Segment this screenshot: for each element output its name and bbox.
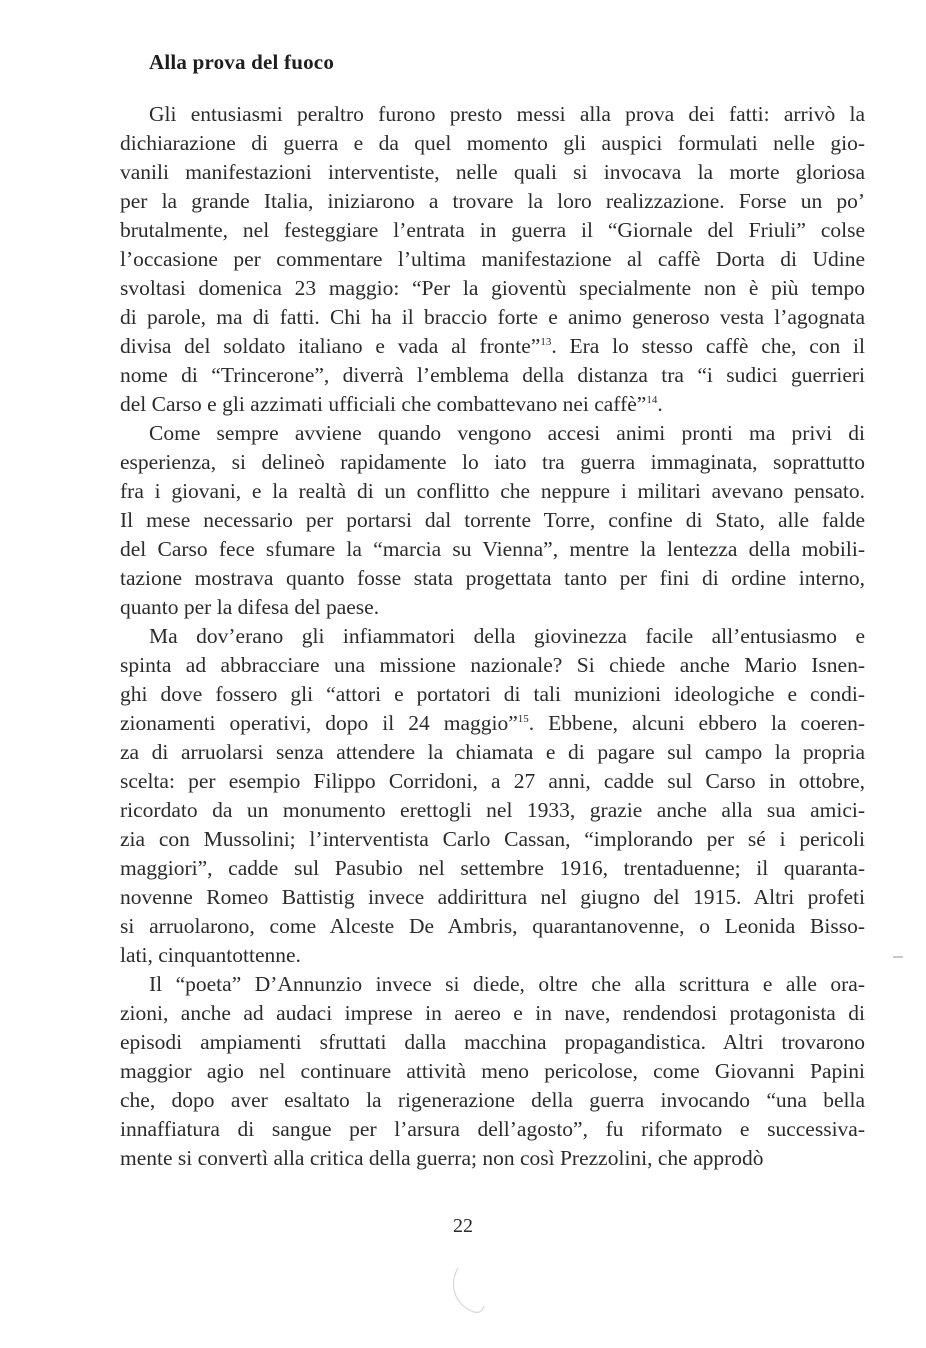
line-text: vanili manifestazioni interventiste, nelle quali si invocava la morte gloriosa [120, 160, 865, 184]
text-line [120, 274, 865, 303]
line-text: fra i giovani, e la realtà di un conflitto che neppure i militari avevano pensato. [120, 479, 865, 503]
footnote-ref: 13 [540, 335, 552, 348]
text-line [120, 332, 865, 361]
text-line [120, 825, 865, 854]
text-line [120, 738, 865, 767]
line-text: maggior agio nel continuare attività meno pericolose, come Giovanni Papini [120, 1059, 865, 1083]
line-text: zionamenti operativi, dopo il 24 maggio” [120, 711, 518, 735]
text-line [120, 216, 865, 245]
body-text [120, 100, 865, 1173]
line-text: nome di “Trincerone”, diverrà l’emblema della distanza tra “i sudici guerrieri [120, 363, 865, 387]
text-line [120, 854, 865, 883]
text-line [120, 361, 865, 390]
text-line [120, 245, 865, 274]
text-line [120, 100, 865, 129]
scan-artifact-mark [448, 1262, 488, 1322]
line-text: Il “poeta” D’Annunzio invece si diede, oltre che alla scrittura e alle ora- [149, 972, 865, 996]
text-line [120, 506, 865, 535]
line-text: lati, cinquantottenne. [120, 943, 301, 967]
line-text: divisa del soldato italiano e vada al fronte” [120, 334, 541, 358]
line-text: dichiarazione di guerra e da quel momento gli auspici formulati nelle gio- [120, 131, 865, 155]
text-line [120, 1057, 865, 1086]
text-line [120, 999, 865, 1028]
line-text: ricordato da un monumento erettogli nel 1933, grazie anche alla sua amici- [120, 798, 865, 822]
line-text-continued: . [657, 392, 663, 416]
text-line [120, 622, 865, 651]
text-line [120, 767, 865, 796]
section-heading: Alla prova del fuoco [149, 50, 335, 74]
text-line [120, 1144, 865, 1173]
line-text: mente si convertì alla critica della guerra; non così Prezzolini, che approdò [120, 1146, 764, 1170]
text-line [120, 477, 865, 506]
text-line [120, 680, 865, 709]
line-text-continued: . Ebbene, alcuni ebbero la coeren- [528, 711, 865, 735]
text-line [120, 535, 865, 564]
line-text: scelta: per esempio Filippo Corridoni, a 27 anni, cadde sul Carso in ottobre, [120, 769, 865, 793]
text-line [120, 129, 865, 158]
text-line [120, 419, 865, 448]
text-line [120, 564, 865, 593]
text-line [120, 883, 865, 912]
line-text: brutalmente, nel festeggiare l’entrata in guerra il “Giornale del Friuli” colse [120, 218, 865, 242]
line-text: za di arruolarsi senza attendere la chiamata e di pagare sul campo la propria [120, 740, 865, 764]
line-text: zioni, anche ad audaci imprese in aereo e in nave, rendendosi protagonista di [120, 1001, 865, 1025]
text-line [120, 651, 865, 680]
text-line [120, 1028, 865, 1057]
line-text: per la grande Italia, iniziarono a trovare la loro realizzazione. Forse un po’ [120, 189, 865, 213]
line-text: esperienza, si delineò rapidamente lo iato tra guerra immaginata, soprattutto [120, 450, 865, 474]
text-line [120, 187, 865, 216]
line-text: Gli entusiasmi peraltro furono presto messi alla prova dei fatti: arrivò la [149, 102, 865, 126]
line-text: innaffiatura di sangue per l’arsura dell’agosto”, fu riformato e successiva- [120, 1117, 865, 1141]
text-line [120, 970, 865, 999]
text-line [120, 1115, 865, 1144]
line-text: zia con Mussolini; l’interventista Carlo Cassan, “implorando per sé i pericoli [120, 827, 865, 851]
text-line [120, 796, 865, 825]
text-line [120, 593, 865, 622]
line-text: che, dopo aver esaltato la rigenerazione della guerra invocando “una bella [120, 1088, 865, 1112]
line-text: episodi ampiamenti sfruttati dalla macchina propagandistica. Altri trovarono [120, 1030, 865, 1054]
line-text: Ma dov’erano gli infiammatori della giovinezza facile all’entusiasmo e [149, 624, 865, 648]
line-text: Come sempre avviene quando vengono accesi animi pronti ma privi di [149, 421, 865, 445]
line-text: ghi dove fossero gli “attori e portatori di tali munizioni ideologiche e condi- [120, 682, 865, 706]
line-text: si arruolarono, come Alceste De Ambris, quarantanovenne, o Leonida Bisso- [120, 914, 865, 938]
line-text-continued: . Era lo stesso caffè che, con il [551, 334, 866, 358]
line-text: maggiori”, cadde sul Pasubio nel settembre 1916, trentaduenne; il quaranta- [120, 856, 865, 880]
line-text: quanto per la difesa del paese. [120, 595, 380, 619]
text-line [120, 912, 865, 941]
line-text: Il mese necessario per portarsi dal torrente Torre, confine di Stato, alle falde [120, 508, 865, 532]
text-line [120, 709, 865, 738]
footnote-ref: 14 [646, 393, 658, 406]
line-text: svoltasi domenica 23 maggio: “Per la gioventù specialmente non è più tempo [120, 276, 865, 300]
text-line [120, 1086, 865, 1115]
footnote-ref: 15 [517, 712, 529, 725]
line-text: novenne Romeo Battistig invece addirittura nel giugno del 1915. Altri profeti [120, 885, 865, 909]
line-text: tazione mostrava quanto fosse stata progettata tanto per fini di ordine interno, [120, 566, 865, 590]
line-text: l’occasione per commentare l’ultima manifestazione al caffè Dorta di Udine [120, 247, 865, 271]
scan-edge-mark [893, 956, 903, 958]
line-text: del Carso fece sfumare la “marcia su Vienna”, mentre la lentezza della mobili- [120, 537, 865, 561]
text-line [120, 390, 865, 419]
page-number: 22 [453, 1215, 473, 1237]
line-text: spinta ad abbracciare una missione nazionale? Si chiede anche Mario Isnen- [120, 653, 865, 677]
text-line [120, 303, 865, 332]
text-line [120, 941, 865, 970]
text-line [120, 448, 865, 477]
line-text: del Carso e gli azzimati ufficiali che combattevano nei caffè” [120, 392, 647, 416]
line-text: di parole, ma di fatti. Chi ha il braccio forte e animo generoso vesta l’agognata [120, 305, 865, 329]
text-line [120, 158, 865, 187]
